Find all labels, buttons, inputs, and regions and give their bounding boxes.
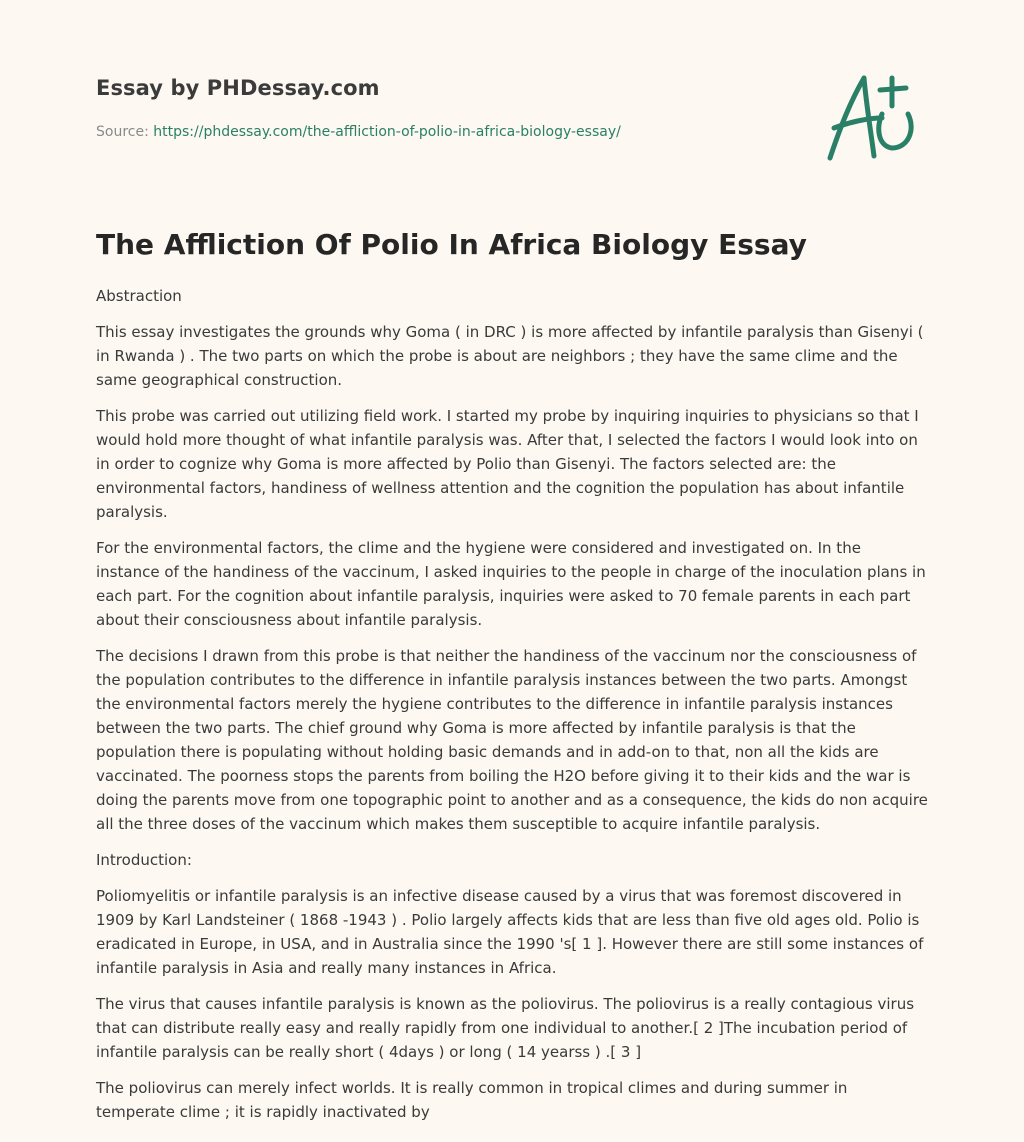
source-line bbox=[96, 124, 621, 140]
essay-paragraph: Introduction: bbox=[96, 851, 192, 869]
site-brand: Essay by PHDessay.com bbox=[96, 76, 380, 100]
essay-paragraph: This essay investigates the grounds why Goma ( in DRC ) is more affected by infantile paralysis than Gisenyi ( in Rwanda ) . The two parts on which the probe is about are neighbors ; they have the same clime and the same geographical construction. bbox=[96, 323, 924, 389]
essay-paragraph: For the environmental factors, the clime and the hygiene were considered and investigated on. In the instance of the handiness of the vaccinum, I asked inquiries to the people in charge of the inoculation plans in each part. For the cognition about infantile paralysis, inquiries were asked to 70 female parents in each part about their consciousness about infantile paralysis. bbox=[96, 539, 926, 629]
essay-paragraph: The virus that causes infantile paralysis is known as the poliovirus. The poliovirus is a really contagious virus that can distribute really easy and really rapidly from one individual to another.[ 2 ]The incubation period of infantile paralysis can be really short ( 4days ) or long ( 14 yearss ) .[ 3 ] bbox=[96, 995, 915, 1061]
essay-title: The Affliction Of Polio In Africa Biology Essay bbox=[96, 228, 807, 261]
essay-paragraph: Poliomyelitis or infantile paralysis is an infective disease caused by a virus that was foremost discovered in 1909 by Karl Landsteiner ( 1868 -1943 ) . Polio largely affects kids that are less than five old ages old. Polio is eradicated in Europe, in USA, and in Australia since the 1990 's[ 1 ]. However there are still some instances of infantile paralysis in Asia and really many instances in Africa. bbox=[96, 887, 924, 977]
a-plus-grade-logo-icon bbox=[820, 66, 928, 166]
essay-body bbox=[96, 284, 928, 1136]
source-link[interactable]: https://phdessay.com/the-affliction-of-polio-in-africa-biology-essay/ bbox=[153, 124, 621, 140]
essay-paragraph: This probe was carried out utilizing field work. I started my probe by inquiring inquiries to physicians so that I would hold more thought of what infantile paralysis was. After that, I selected the factors I would look into on in order to cognize why Goma is more affected by Polio than Gisenyi. The factors selected are: the environmental factors, handiness of wellness attention and the cognition the population has about infantile paralysis. bbox=[96, 407, 919, 521]
essay-paragraph: The poliovirus can merely infect worlds. It is really common in tropical climes and during summer in temperate clime ; it is rapidly inactivated by bbox=[96, 1079, 848, 1121]
source-label: Source: bbox=[96, 124, 149, 140]
essay-paragraph: Abstraction bbox=[96, 287, 182, 305]
essay-paragraph: The decisions I drawn from this probe is that neither the handiness of the vaccinum nor the consciousness of the population contributes to the difference in infantile paralysis instances between the two parts. Amongst the environmental factors merely the hygiene contributes to the difference in infantile paralysis instances between the two parts. The chief ground why Goma is more affected by infantile paralysis is that the population there is populating without holding basic demands and in add-on to that, non all the kids are vaccinated. The poorness stops the parents from boiling the H2O before giving it to their kids and the war is doing the parents move from one topographic point to another and as a consequence, the kids do non acquire all the three doses of the vaccinum which makes them susceptible to acquire infantile paralysis. bbox=[96, 647, 928, 833]
